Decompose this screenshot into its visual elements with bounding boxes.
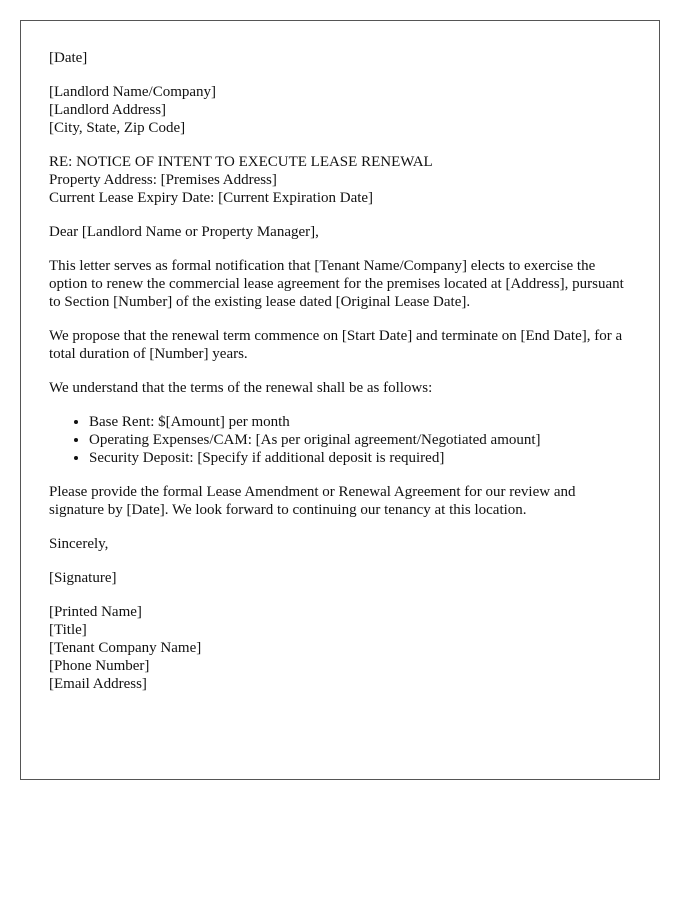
letter-date: [Date] bbox=[49, 50, 88, 66]
term-base-rent: • Base Rent: $[Amount] per month bbox=[89, 413, 631, 431]
sender-email: [Email Address] bbox=[49, 676, 147, 692]
subject-block bbox=[49, 153, 631, 207]
sender-printed-name: [Printed Name] bbox=[49, 604, 142, 620]
body-paragraph-notification: This letter serves as formal notification that [Tenant Name/Company] elects to exercise the option to renew the commercial lease agreement for the premises located at [Address], pursuant to Section [Number] of the existing lease dated [Original Lease Date]. bbox=[49, 258, 624, 310]
term-operating-expenses: • Operating Expenses/CAM: [As per original agreement/Negotiated amount] bbox=[89, 431, 631, 449]
sender-phone: [Phone Number] bbox=[49, 658, 150, 674]
body-paragraph-request: Please provide the formal Lease Amendment or Renewal Agreement for our review and signature by [Date]. We look forward to continuing our tenancy at this location. bbox=[49, 484, 576, 518]
body-paragraph-term: We propose that the renewal term commence on [Start Date] and terminate on [End Date], for a total duration of [Number] years. bbox=[49, 328, 623, 362]
recipient-name: [Landlord Name/Company] bbox=[49, 84, 217, 100]
sender-company: [Tenant Company Name] bbox=[49, 640, 202, 656]
subject-line: RE: NOTICE OF INTENT TO EXECUTE LEASE RENEWAL bbox=[49, 154, 433, 170]
sender-title: [Title] bbox=[49, 622, 87, 638]
recipient-address-block bbox=[49, 83, 631, 137]
lease-expiry-line: Current Lease Expiry Date: [Current Expiration Date] bbox=[49, 190, 374, 206]
recipient-address: [Landlord Address] bbox=[49, 102, 167, 118]
term-security-deposit: • Security Deposit: [Specify if additional deposit is required] bbox=[89, 449, 631, 467]
body-paragraph-terms-intro: We understand that the terms of the renewal shall be as follows: bbox=[49, 380, 433, 396]
salutation: Dear [Landlord Name or Property Manager], bbox=[49, 224, 319, 240]
letter-page bbox=[20, 20, 660, 780]
signature-placeholder: [Signature] bbox=[49, 570, 117, 586]
closing: Sincerely, bbox=[49, 536, 109, 552]
renewal-terms-list bbox=[49, 413, 631, 467]
sender-block bbox=[49, 603, 631, 693]
recipient-city-state-zip: [City, State, Zip Code] bbox=[49, 120, 186, 136]
property-address-line: Property Address: [Premises Address] bbox=[49, 172, 277, 188]
